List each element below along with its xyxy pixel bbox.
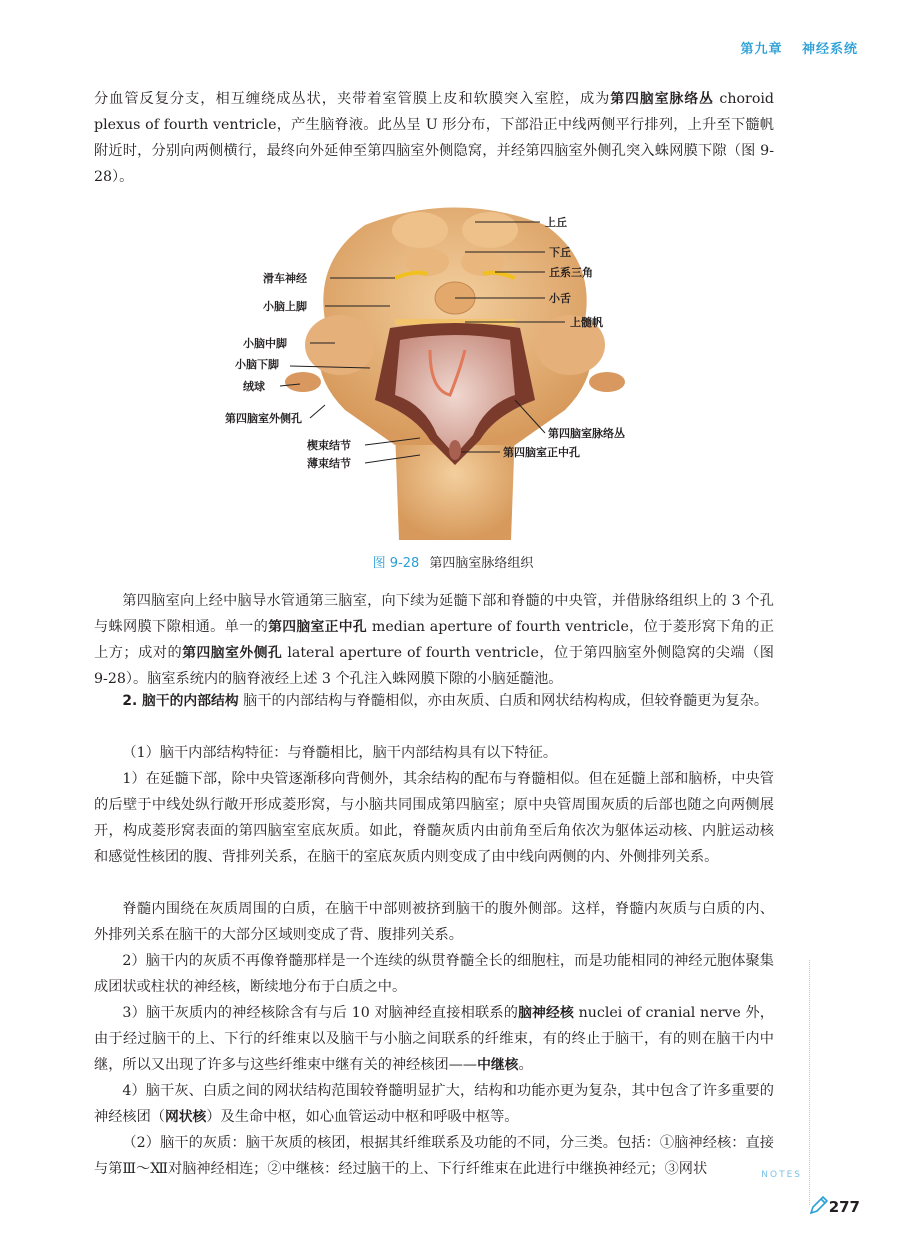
paragraph-feature-2: 2）脑干内的灰质不再像脊髓那样是一个连续的纵贯脊髓全长的细胞柱，而是功能相同的神经元胞体聚集成团状或柱状的神经核，断续地分布于白质之中。: [94, 953, 774, 995]
running-header: [726, 38, 858, 57]
label-cuneate-tubercle: 楔束结节: [307, 439, 351, 452]
paragraph-feature-4: 4）脑干灰、白质之间的网状结构范围较脊髓明显扩大，结构和功能亦更为复杂，其中包含了许多重要的神经核团（网状核）及生命中枢，如心血管运动中枢和呼吸中枢等。: [94, 1083, 774, 1125]
figure-caption: [0, 552, 906, 571]
paragraph-feature-1: 1）在延髓下部，除中央管逐渐移向背侧外，其余结构的配布与脊髓相似。但在延髓上部和脑桥，中央管的后壁于中线处纵行敞开形成菱形窝，与小脑共同围成第四脑室；原中央管周围灰质的后部也随之向两侧展开，构成菱形窝表面的第四脑室室底灰质。如此，脊髓灰质内由前角至后角依次为躯体运动核、内脏运动核和感觉性核团的腹、背排列关系，在脑干的室底灰质内则变成了由中线向两侧的内、外侧排列关系。: [94, 771, 774, 865]
figure-title: 第四脑室脉络组织: [429, 556, 534, 571]
superior-colliculus-right: [462, 212, 518, 248]
label-middle-peduncle: 小脑中脚: [243, 337, 287, 350]
notes-label: NOTES: [761, 1170, 802, 1180]
paragraph-feature-3: 3）脑干灰质内的神经核除含有与后 10 对脑神经直接相联系的脑神经核 nuclei of cranial nerve 外，由于经过脑干的上、下行的纤维束以及脑干与小脑之间联系的纤维束，有的终止于脑干，有的则在脑干内中继，所以又出现了许多与这些纤维束中继有关的神经核团——中继核。: [94, 1005, 774, 1073]
figure-number: 图 9-28: [372, 556, 420, 571]
term-reticular-nuclei: 网状核: [164, 1109, 207, 1125]
middle-peduncle-shape: [305, 315, 375, 375]
term-median-aperture: 第四脑室正中孔: [268, 619, 368, 635]
label-superior-velum: 上髓帆: [570, 316, 603, 329]
label-inferior-peduncle: 小脑下脚: [235, 358, 279, 371]
label-superior-peduncle: 小脑上脚: [263, 300, 307, 313]
label-trochlear-nerve: 滑车神经: [263, 272, 307, 285]
paragraph-white-matter: 脊髓内围绕在灰质周围的白质，在脑干中部则被挤到脑干的腹外侧部。这样，脊髓内灰质与白质的内、外排列关系在脑干的大部分区域则变成了背、腹排列关系。: [94, 901, 774, 943]
label-median-aperture: 第四脑室正中孔: [503, 446, 580, 459]
paragraph-gray-matter: （2）脑干的灰质：脑干灰质的核团，根据其纤维联系及功能的不同，分三类。包括：①脑神经核：直接与第Ⅲ～Ⅻ对脑神经相连；②中继核：经过脑干的上、下行纤维束在此进行中继换神经元；③网状: [94, 1135, 774, 1177]
page-number: 277: [828, 1198, 860, 1216]
label-lateral-aperture: 第四脑室外侧孔: [225, 412, 302, 425]
notes-margin-line: [789, 960, 810, 1205]
chapter-title: 神经系统: [801, 42, 858, 57]
label-lemniscal-trigone: 丘系三角: [549, 266, 593, 279]
term-choroid-plexus: 第四脑室脉络丛: [610, 91, 714, 107]
label-inferior-colliculus: 下丘: [549, 246, 571, 259]
label-superior-colliculus: 上丘: [545, 216, 567, 229]
figure-9-28: [215, 200, 695, 540]
flocculus-shape: [285, 372, 321, 392]
term-cranial-nerve-nuclei: 脑神经核: [518, 1005, 574, 1021]
term-relay-nuclei: 中继核: [477, 1057, 519, 1073]
label-choroid-plexus: 第四脑室脉络丛: [548, 427, 625, 440]
label-lingula: 小舌: [549, 292, 571, 305]
brainstem-illustration: [215, 200, 695, 540]
pen-icon: [808, 1194, 830, 1216]
paragraph-features-intro: （1）脑干内部结构特征：与脊髓相比，脑干内部结构具有以下特征。: [122, 745, 558, 761]
section-heading-internal-structure: 2. 脑干的内部结构 脑干的内部结构与脊髓相似，亦由灰质、白质和网状结构构成，但较脊髓更为复杂。: [122, 693, 769, 709]
label-gracile-tubercle: 薄束结节: [307, 457, 351, 470]
flocculus-right: [589, 372, 625, 392]
section-title: 2. 脑干的内部结构: [122, 693, 239, 709]
term-lateral-aperture: 第四脑室外侧孔: [182, 645, 283, 661]
paragraph-choroid-plexus: 分血管反复分支，相互缠绕成丛状，夹带着室管膜上皮和软膜突入室腔，成为第四脑室脉络丛 choroid plexus of fourth ventricle，产生脑脊液。此丛呈 U 形分布，下部沿正中线两侧平行排列，上升至下髓帆附近时，分别向两侧横行，最终向外延伸至第四脑室外侧隐窝，并经第四脑室外侧孔突入蛛网膜下隙（图 9-28）。: [94, 91, 774, 185]
paragraph-apertures: 第四脑室向上经中脑导水管通第三脑室，向下续为延髓下部和脊髓的中央管，并借脉络组织上的 3 个孔与蛛网膜下隙相通。单一的第四脑室正中孔 median aperture of fourth ventricle，位于菱形窝下角的正上方；成对的第四脑室外侧孔 lateral aperture of fourth ventricle，位于第四脑室外侧隐窝的尖端（图 9-28）。脑室系统内的脑脊液经上述 3 个孔注入蛛网膜下隙的小脑延髓池。: [94, 593, 774, 687]
median-aperture-shape: [449, 440, 461, 460]
label-flocculus: 绒球: [243, 380, 265, 393]
superior-colliculus-shape: [392, 212, 448, 248]
chapter-number: 第九章: [740, 42, 783, 57]
